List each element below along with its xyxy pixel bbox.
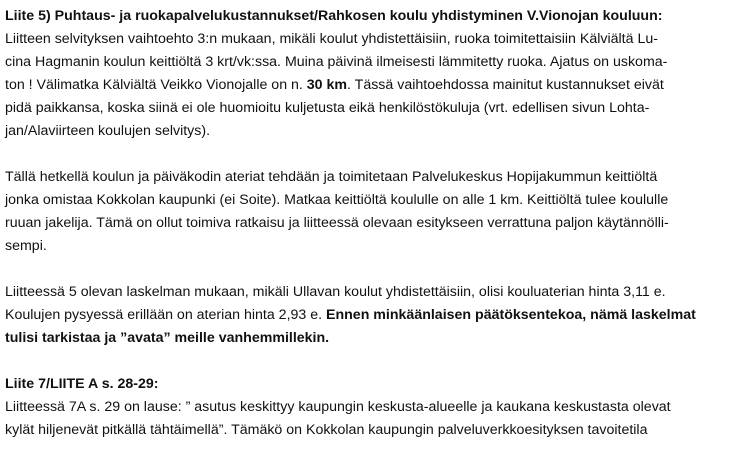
- section-liite-5: [5, 5, 746, 143]
- paragraph-line: Liitteessä 5 olevan laskelman mukaan, mikäli Ullavan koulut yhdistettäisiin, olisi kouluaterian hinta 3,11 e.: [5, 284, 666, 300]
- paragraph-gap: [5, 258, 746, 281]
- text-run: . Tässä vaihtoehdossa mainitut kustannukset eivät: [347, 77, 664, 93]
- paragraph-line: cina Hagmanin koulun keittiöltä 3 krt/vk:ssa. Muina päivinä ilmeisesti lämmitetty ruoka. Ajatus on uskoma-: [5, 54, 668, 70]
- emphasis-distance: 30 km: [306, 77, 348, 93]
- paragraph-line: kylät hiljenevät pitkällä tähtäimellä”. Tämäkö on Kokkolan kaupungin palveluverkkoesityksen tavoitetila: [5, 422, 648, 438]
- paragraph-line: [5, 304, 746, 327]
- paragraph-gap: [5, 350, 746, 373]
- text-run: Koulujen pysyessä erillään on aterian hinta 2,93 e.: [5, 307, 327, 323]
- paragraph-line: Liitteen selvityksen vaihtoehto 3:n mukaan, mikäli koulut yhdistettäisiin, ruoka toimitettaisiin Kälviältä Lu-: [5, 31, 658, 47]
- paragraph-line: pidä paikkansa, koska siinä ei ole huomioitu kuljetusta eikä henkilöstökuluja (vrt. edellisen sivun Lohta-: [5, 100, 650, 116]
- text-run: ton ! Välimatka Kälviältä Veikko Vionojalle on n.: [5, 77, 307, 93]
- section-heading: Liite 7/LIITE A s. 28-29:: [5, 376, 159, 392]
- paragraph-line: jan/Alaviirteen koulujen selvitys).: [5, 123, 211, 139]
- paragraph-line: ruuan jakelija. Tämä on ollut toimiva ratkaisu ja liitteessä olevaan esitykseen verrattuna paljon käytännölli-: [5, 215, 669, 231]
- section-meal-price: [5, 281, 746, 350]
- paragraph-line: jonka omistaa Kokkolan kaupunki (ei Soite). Matkaa keittiöltä koululle on alle 1 km. Keittiöltä tulee koululle: [5, 192, 669, 208]
- emphasis-line: tulisi tarkistaa ja ”avata” meille vanhemmillekin.: [5, 330, 330, 346]
- paragraph-line: [5, 74, 746, 97]
- paragraph-line: sempi.: [5, 238, 47, 254]
- section-liite-7: [5, 373, 746, 442]
- paragraph-line: Tällä hetkellä koulun ja päiväkodin ateriat tehdään ja toimitetaan Palvelukeskus Hopijakummun keittiöltä: [5, 169, 658, 185]
- emphasis-text: Ennen minkäänlaisen päätöksentekoa, nämä laskelmat: [326, 307, 696, 323]
- section-heading: Liite 5) Puhtaus- ja ruokapalvelukustannukset/Rahkosen koulu yhdistyminen V.Vionojan kouluun:: [5, 8, 663, 24]
- paragraph-gap: [5, 143, 746, 166]
- paragraph-line: Liitteessä 7A s. 29 on lause: ” asutus keskittyy kaupungin keskusta-alueelle ja kaukana keskustasta olevat: [5, 399, 671, 415]
- section-current-meals: [5, 166, 746, 258]
